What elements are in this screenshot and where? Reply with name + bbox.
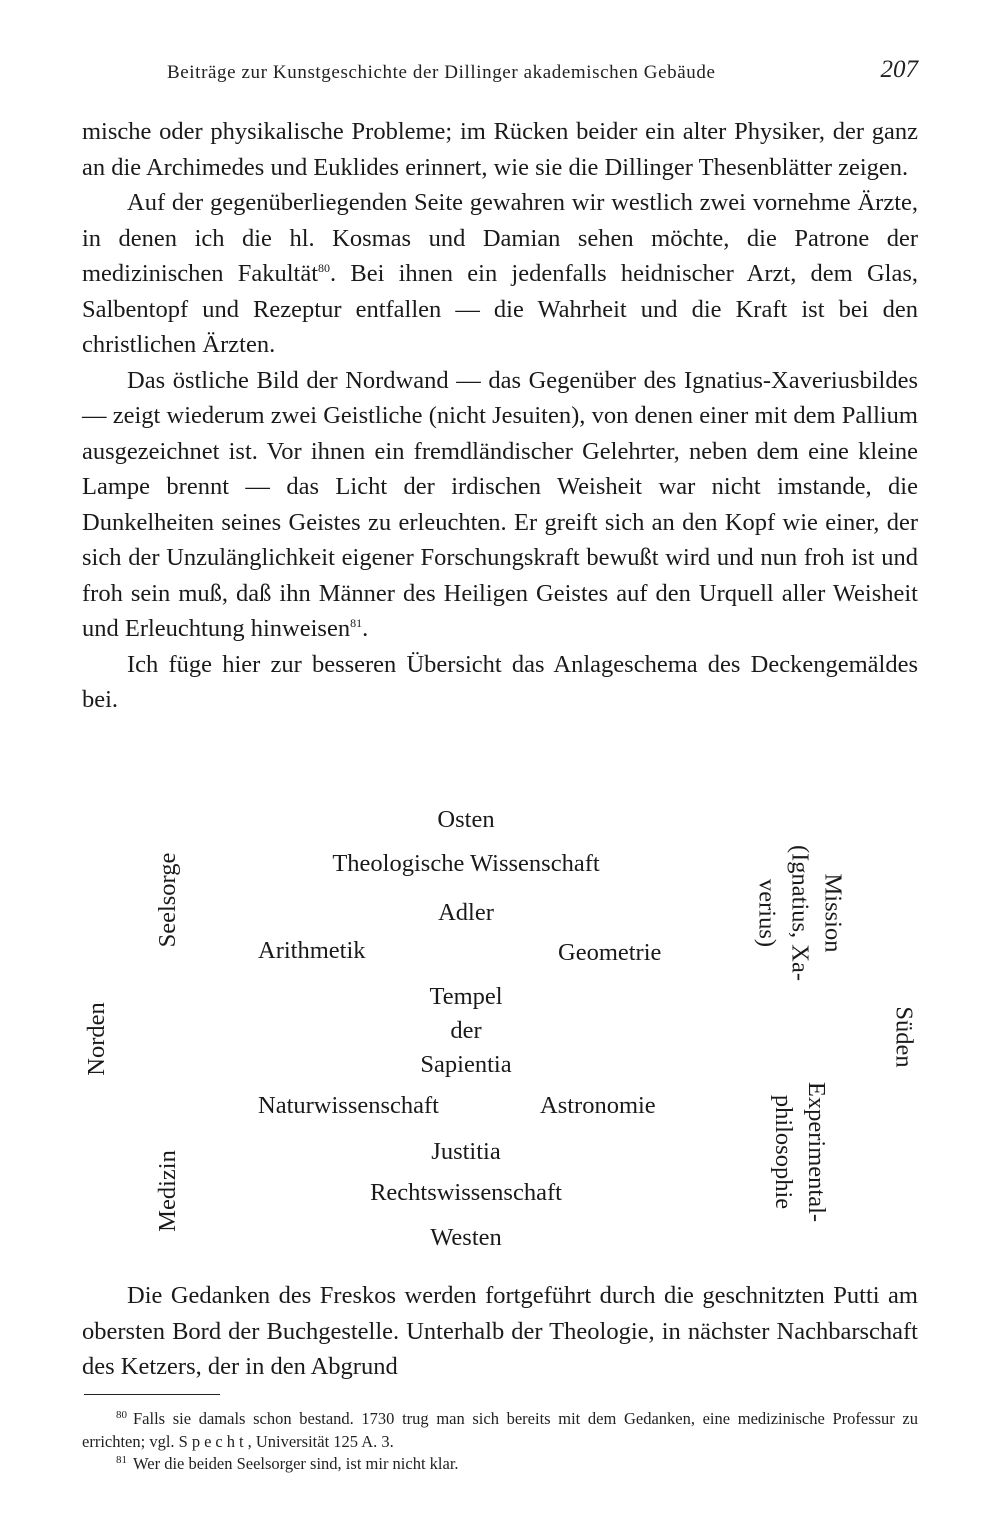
scheme-adler: Adler [438, 899, 494, 926]
scheme-sapientia: Sapientia [420, 1051, 512, 1078]
running-title: Beiträge zur Kunstgeschichte der Dillinger akademischen Gebäude [167, 62, 716, 83]
scheme-experimentalphilosophie: Experimental- philosophie [770, 1081, 830, 1223]
footnote-81: $^{81}$ Wer die beiden Seelsorger sind, ist mir nicht klar. [116, 1453, 459, 1473]
paragraph: Ich füge hier zur besseren Übersicht das Anlageschema des Deckengemäldes bei. [82, 650, 918, 713]
scheme-rechtswissenschaft: Rechtswissenschaft [370, 1179, 562, 1206]
scheme-sueden: Süden [890, 1006, 918, 1068]
scheme-mission: Mission (Ignatius, Xa- verius) [753, 844, 847, 982]
footnote-ref-81[interactable]: 81 [350, 615, 363, 630]
scheme-arithmetik: Arithmetik [258, 937, 366, 964]
scheme-osten: Osten [437, 806, 495, 833]
footnotes [82, 1408, 918, 1476]
scheme-medizin: Medizin [153, 1150, 181, 1232]
cited-author: Specht [178, 1431, 248, 1451]
scheme-theologie: Theologische Wissenschaft [332, 850, 600, 877]
footnote-ref-80[interactable]: 80 [318, 260, 331, 275]
scheme-der: der [450, 1017, 482, 1044]
paragraph: Auf der gegenüberliegenden Seite gewahren wir westlich zwei vornehme Ärzte, in denen ich die hl. Kosmas und Damian sehen möchte, die Patrone der medizinischen Fakultät$^{80}$. Bei ihnen ein jedenfalls heidnischer Arzt, dem Glas, Salbentopf und Rezeptur entfallen — die Wahrheit und die Kraft ist bei den christlichen Ärzten. [82, 189, 918, 358]
scheme-norden: Norden [82, 1002, 110, 1076]
body-text-bottom [82, 1278, 918, 1385]
footnote-80: $^{80}$ Falls sie damals schon bestand. 1730 trug man sich bereits mit dem Gedanken, eine medizinische Professur zu errichten; vgl. Specht, Universität 125 A. 3. [82, 1408, 918, 1451]
paragraph: Die Gedanken des Freskos werden fortgeführt durch die geschnitzten Putti am obersten Bord der Buchgestelle. Unterhalb der Theologie, in nächster Nachbarschaft des Ketzers, der in den Abgrund [82, 1282, 918, 1380]
scheme-seelsorge: Seelsorge [153, 852, 181, 948]
scheme-naturwissenschaft: Naturwissenschaft [258, 1092, 439, 1119]
scheme-geometrie: Geometrie [558, 939, 662, 966]
scheme-astronomie: Astronomie [540, 1092, 656, 1119]
paragraph: mische oder physikalische Probleme; im Rücken beider ein alter Physiker, der ganz an die Archimedes und Euklides erinnert, wie sie die Dillinger Thesenblätter zeigen. [82, 118, 918, 181]
page-header [82, 56, 918, 90]
scheme-tempel: Tempel [429, 983, 503, 1010]
scheme-justitia: Justitia [431, 1138, 501, 1165]
footnote-divider [84, 1394, 220, 1395]
scheme-westen: Westen [430, 1224, 502, 1251]
page-number: 207 [880, 56, 918, 83]
body-text-top [82, 114, 918, 718]
paragraph: Das östliche Bild der Nordwand — das Gegenüber des Ignatius-Xaveriusbildes — zeigt wiederum zwei Geistliche (nicht Jesuiten), von denen einer mit dem Pallium ausgezeichnet ist. Vor ihnen ein fremdländischer Gelehrter, neben dem eine kleine Lampe brennt — das Licht der irdischen Weisheit war nicht imstande, die Dunkelheiten seines Geistes zu erleuchten. Er greift sich an den Kopf wie einer, der sich der Unzulänglichkeit eigener Forschungskraft bewußt wird und nun froh ist und froh sein muß, daß ihn Männer des Heiligen Geistes auf den Urquell aller Weisheit und Erleuchtung hinweisen$^{81}$. [82, 366, 918, 642]
